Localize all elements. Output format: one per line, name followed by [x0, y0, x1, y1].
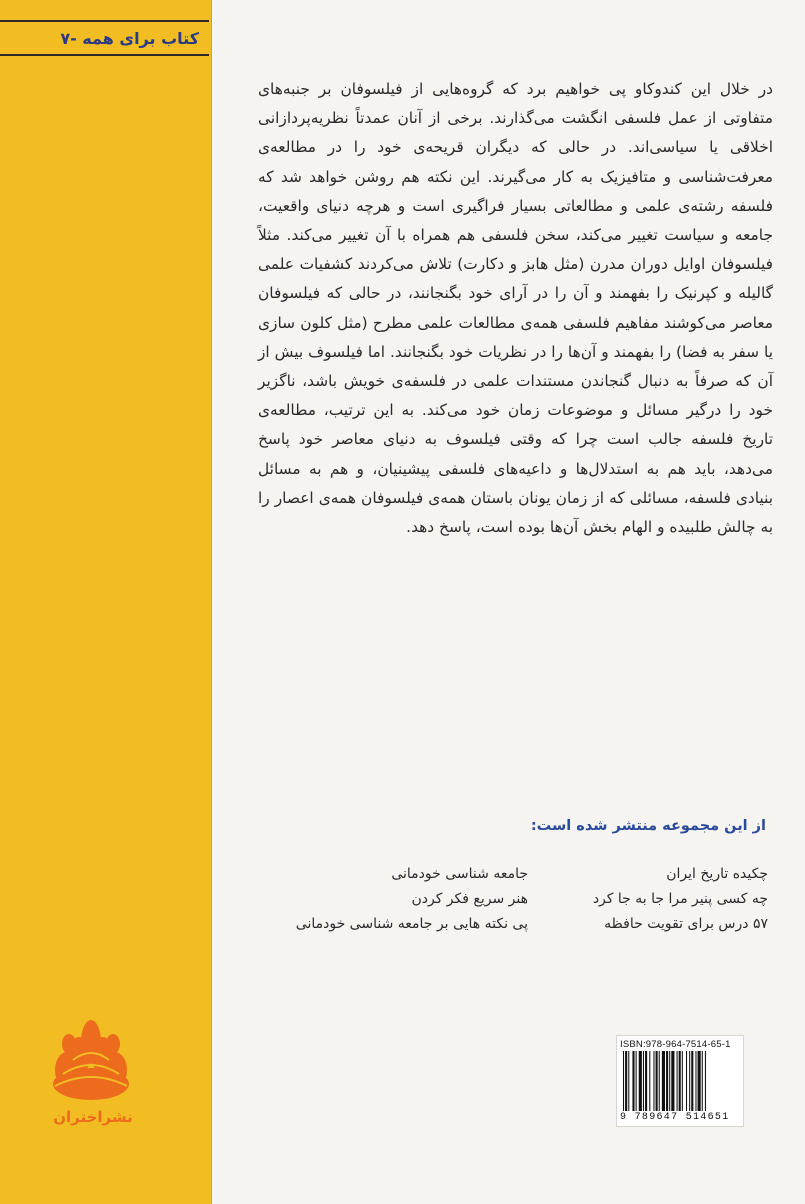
- published-book-title: ۵۷ درس برای تقویت حافظه: [604, 916, 768, 932]
- published-book-title: پی نکته هایی بر جامعه شناسی خودمانی: [295, 916, 528, 932]
- published-book-title: هنر سریع فکر کردن: [411, 891, 528, 907]
- published-book-title: چکیده تاریخ ایران: [666, 866, 768, 882]
- published-books-right-column: [560, 862, 768, 937]
- published-series-heading: از این مجموعه منتشر شده است:: [530, 818, 766, 834]
- publisher-logo-icon: [49, 1012, 133, 1104]
- publisher-name: نشراختران: [53, 1108, 133, 1126]
- barcode-bars-icon: [623, 1051, 739, 1111]
- series-banner: [0, 20, 209, 56]
- series-title: کتاب برای همه -۷: [60, 28, 199, 48]
- published-book-title: چه کسی پنیر مرا جا به جا کرد: [592, 891, 768, 907]
- isbn-label: ISBN:978-964-7514-65-1: [620, 1039, 731, 1050]
- back-cover-text: در خلال این کندوکاو پی خواهیم برد که گروه‌هایی از فیلسوفان بر جنبه‌های متفاوتی از عمل فلسفی انگشت می‌گذارند. برخی از آنان عمدتاً نظریه‌پردازانی اخلاقی یا سیاسی‌اند. در حالی که دیگران قریحه‌ی خود را در مطالعه‌ی معرفت‌شناسی و متافیزیک به کار می‌گیرند. این نکته هم روشن خواهد شد که فلسفه رشته‌ی علمی و مطالعاتی بسیار فراگیری است و هرچه دنیای واقعیت، جامعه و سیاست تغییر می‌کند، سخن فلسفی هم همراه با آن تغییر می‌کند. مثلاً فیلسوفان اوایل دوران مدرن (مثل هابز و دکارت) تلاش می‌کردند کشفیات علمی گالیله و کپرنیک را بفهمند و آن را در آرای خود بگنجانند، در حالی که فیلسوفان معاصر می‌کوشند مفاهیم فلسفی همه‌ی مطالعات علمی مطرح (مثل کلون سازی یا سفر به فضا) را بفهمند و آن‌ها را در نظریات خود بگنجانند. اما فیلسوف بیش از آن که صرفاً به دنبال گنجاندن مستندات علمی در فلسفه‌ی خویش باشد، ناگزیر خود را درگیر مسائل و موضوعات زمان خود می‌کند. به این ترتیب، مطالعه‌ی تاریخ فلسفه جالب است چرا که وقتی فیلسوف به دنیای معاصر خود پاسخ می‌دهد، باید هم به استدلال‌ها و داعیه‌های فلسفی پیشینیان، و هم به مسائل بنیادی فلسفه، مسائلی که از زمان یونان باستان همه‌ی فیلسوفان همه‌ی اعصار را به چالش طلبیده و الهام بخش آن‌ها بوده است، پاسخ دهد.: [258, 80, 773, 537]
- published-book-title: جامعه شناسی خودمانی: [391, 866, 528, 882]
- published-books-left-column: [280, 862, 528, 937]
- isbn-barcode: [616, 1035, 744, 1127]
- isbn-digits: 9 789647 514651: [620, 1112, 730, 1123]
